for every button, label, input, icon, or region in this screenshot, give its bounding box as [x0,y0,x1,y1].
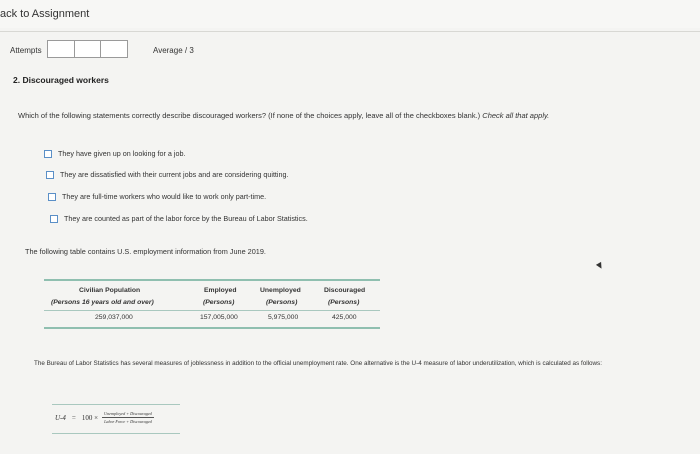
choice-3[interactable] [48,192,266,201]
header-civilian-population: Civilian Population [79,287,141,294]
mouse-cursor-icon [596,262,604,270]
checkbox-3[interactable] [48,193,56,201]
checkbox-1[interactable] [44,150,52,158]
u4-formula [55,411,154,424]
back-to-assignment-link[interactable]: ack to Assignment [0,8,90,20]
attempt-cell [75,41,102,57]
formula-top-rule [52,404,180,405]
value-discouraged: 425,000 [332,314,357,321]
choice-1-label: They have given up on looking for a job. [58,149,186,158]
subheader-discouraged: (Persons) [328,299,360,306]
formula-lhs: U-4 [55,413,66,422]
question-prompt-text: Which of the following statements correctly describe discouraged workers? (If none of the choices apply, leave all of the checkboxes blank.) [18,111,481,120]
value-unemployed: 5,975,000 [268,314,299,321]
attempt-cell [101,41,127,57]
subheader-unemployed: (Persons) [266,299,298,306]
question-instruction: Check all that apply. [482,111,550,120]
formula-numerator: Unemployed + Discouraged [104,411,152,416]
choice-1[interactable] [44,149,185,158]
header-employed: Employed [204,287,237,294]
choice-4[interactable] [50,214,308,223]
formula-equals: = [71,413,76,422]
table-intro: The following table contains U.S. employment information from June 2019. [25,247,266,256]
checkbox-2[interactable] [46,171,54,179]
attempt-cell [48,41,75,57]
formula-fraction [102,411,154,424]
header-unemployed: Unemployed [260,287,301,294]
checkbox-4[interactable] [50,215,58,223]
attempts-indicator [47,40,128,58]
subheader-employed: (Persons) [203,299,235,306]
top-bar [0,0,700,28]
subheader-civilian-population: (Persons 16 years old and over) [51,299,154,306]
choice-2[interactable] [46,170,289,179]
table-header-rule [44,310,380,311]
choice-3-label: They are full-time workers who would like to work only part-time. [62,192,267,201]
formula-bottom-rule [52,433,180,434]
formula-denominator: Labor Force + Discouraged [104,419,152,424]
choice-4-label: They are counted as part of the labor force by the Bureau of Labor Statistics. [64,214,308,223]
average-score: Average / 3 [153,46,194,55]
choice-2-label: They are dissatisfied with their current jobs and are considering quitting. [60,170,289,179]
question-title: 2. Discouraged workers [13,75,109,85]
value-employed: 157,005,000 [200,314,238,321]
value-civilian-population: 259,037,000 [95,314,133,321]
header-discouraged: Discouraged [324,287,366,294]
table-bottom-rule [44,327,380,329]
header-divider [0,31,700,32]
question-prompt [18,109,638,122]
u4-explanation: The Bureau of Labor Statistics has several measures of joblessness in addition to the official unemployment rate. One alternative is the U-4 measure of labor underutilization, which is calculated as follows: [34,360,602,367]
table-top-rule [44,279,380,281]
formula-multiplier: 100 × [81,413,99,422]
attempts-label: Attempts [10,46,42,55]
